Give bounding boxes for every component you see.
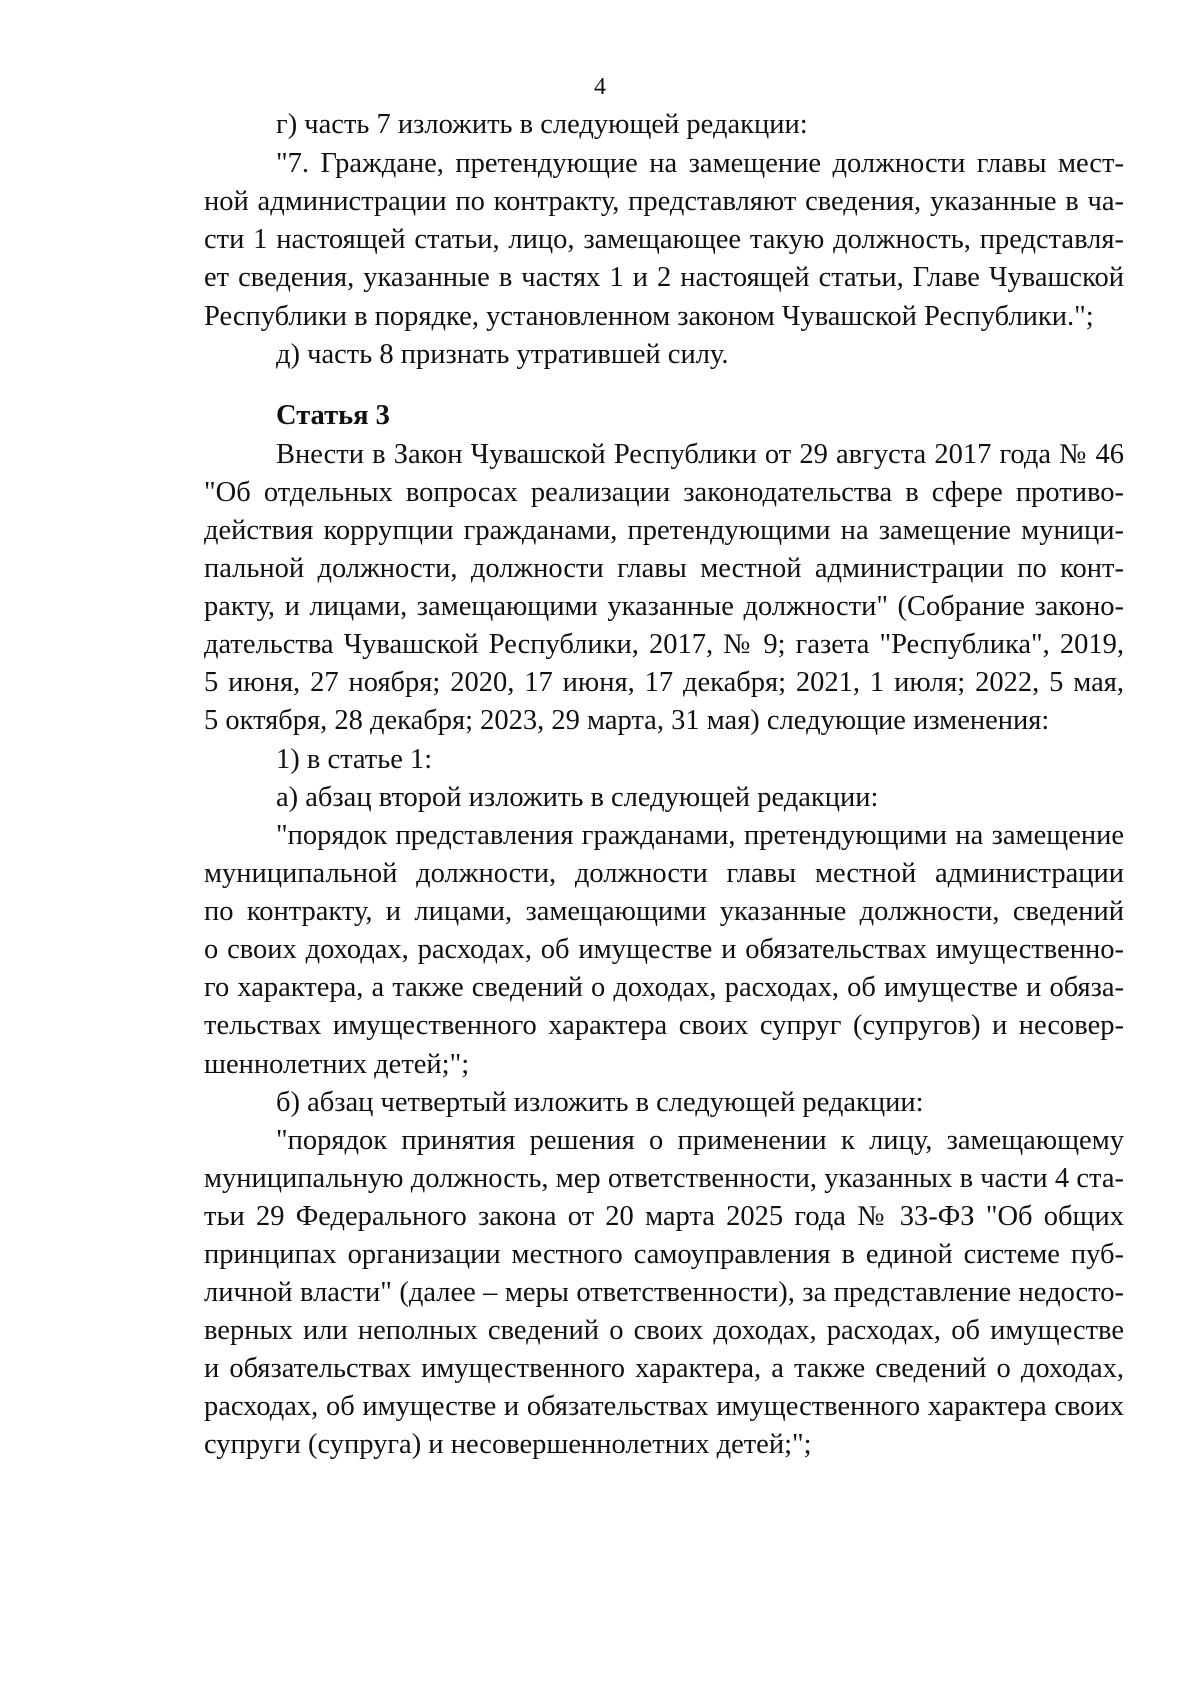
text-line: дательства Чувашской Республики, 2017, № 9; газета "Республика", 2019, [204, 629, 1124, 660]
text-line: ет сведения, указанные в частях 1 и 2 настоящей статьи, Главе Чувашской [204, 262, 1124, 293]
text-line: "порядок принятия решения о применении к лицу, замещающему [276, 1125, 1124, 1156]
text-line: по контракту, и лицами, замещающими указанные должности, сведений [204, 896, 1124, 927]
text-line: д) часть 8 признать утратившей силу. [276, 339, 729, 370]
text-line: Внести в Закон Чувашской Республики от 29 августа 2017 года № 46 [276, 439, 1124, 470]
text-line: го характера, а также сведений о доходах, расходах, об имуществе и обяза- [204, 972, 1124, 1003]
text-line: шеннолетних детей;"; [204, 1049, 470, 1080]
text-line: тельствах имущественного характера своих супруг (супругов) и несовер- [204, 1010, 1124, 1041]
text-line: б) абзац четвертый изложить в следующей редакции: [276, 1087, 924, 1118]
text-line: о своих доходах, расходах, об имуществе и обязательствах имущественно- [204, 934, 1124, 965]
text-line: ной администрации по контракту, представляют сведения, указанные в ча- [204, 186, 1124, 217]
text-line: действия коррупции гражданами, претендующими на замещение муници- [204, 515, 1124, 546]
text-line: г) часть 7 изложить в следующей редакции: [276, 109, 808, 140]
text-line: 5 октября, 28 декабря; 2023, 29 марта, 31 мая) следующие изменения: [204, 705, 1050, 736]
text-line: "7. Граждане, претендующие на замещение должности главы мест- [276, 148, 1124, 179]
text-line: муниципальную должность, мер ответственности, указанных в части 4 ста- [204, 1163, 1124, 1194]
text-line: и обязательствах имущественного характера, а также сведений о доходах, [204, 1353, 1124, 1384]
text-line: сти 1 настоящей статьи, лицо, замещающее такую должность, представля- [204, 224, 1124, 255]
text-line: Республики в порядке, установленном законом Чувашской Республики."; [204, 301, 1094, 332]
text-line: 1) в статье 1: [276, 744, 433, 775]
text-line: муниципальной должности, должности главы местной администрации [204, 858, 1124, 889]
text-line: 5 июня, 27 ноября; 2020, 17 июня, 17 декабря; 2021, 1 июля; 2022, 5 мая, [204, 667, 1124, 698]
text-line: принципах организации местного самоуправления в единой системе пуб- [204, 1239, 1124, 1270]
page-number: 4 [594, 74, 606, 100]
text-line: "порядок представления гражданами, претендующими на замещение [276, 820, 1124, 851]
text-line: ракту, и лицами, замещающими указанные должности" (Собрание законо- [204, 591, 1124, 622]
text-line: тьи 29 Федерального закона от 20 марта 2025 года № 33-ФЗ "Об общих [204, 1201, 1124, 1232]
text-line: верных или неполных сведений о своих доходах, расходах, об имуществе [204, 1315, 1124, 1346]
text-line: пальной должности, должности главы местной администрации по конт- [204, 553, 1124, 584]
text-line: а) абзац второй изложить в следующей редакции: [276, 782, 879, 813]
article-heading: Статья 3 [276, 400, 390, 431]
text-line: расходах, об имуществе и обязательствах имущественного характера своих [204, 1391, 1124, 1422]
text-line: личной власти" (далее – меры ответственности), за представление недосто- [204, 1277, 1124, 1308]
text-line: супруги (супруга) и несовершеннолетних детей;"; [204, 1429, 812, 1460]
text-line: "Об отдельных вопросах реализации законодательства в сфере противо- [204, 477, 1124, 508]
